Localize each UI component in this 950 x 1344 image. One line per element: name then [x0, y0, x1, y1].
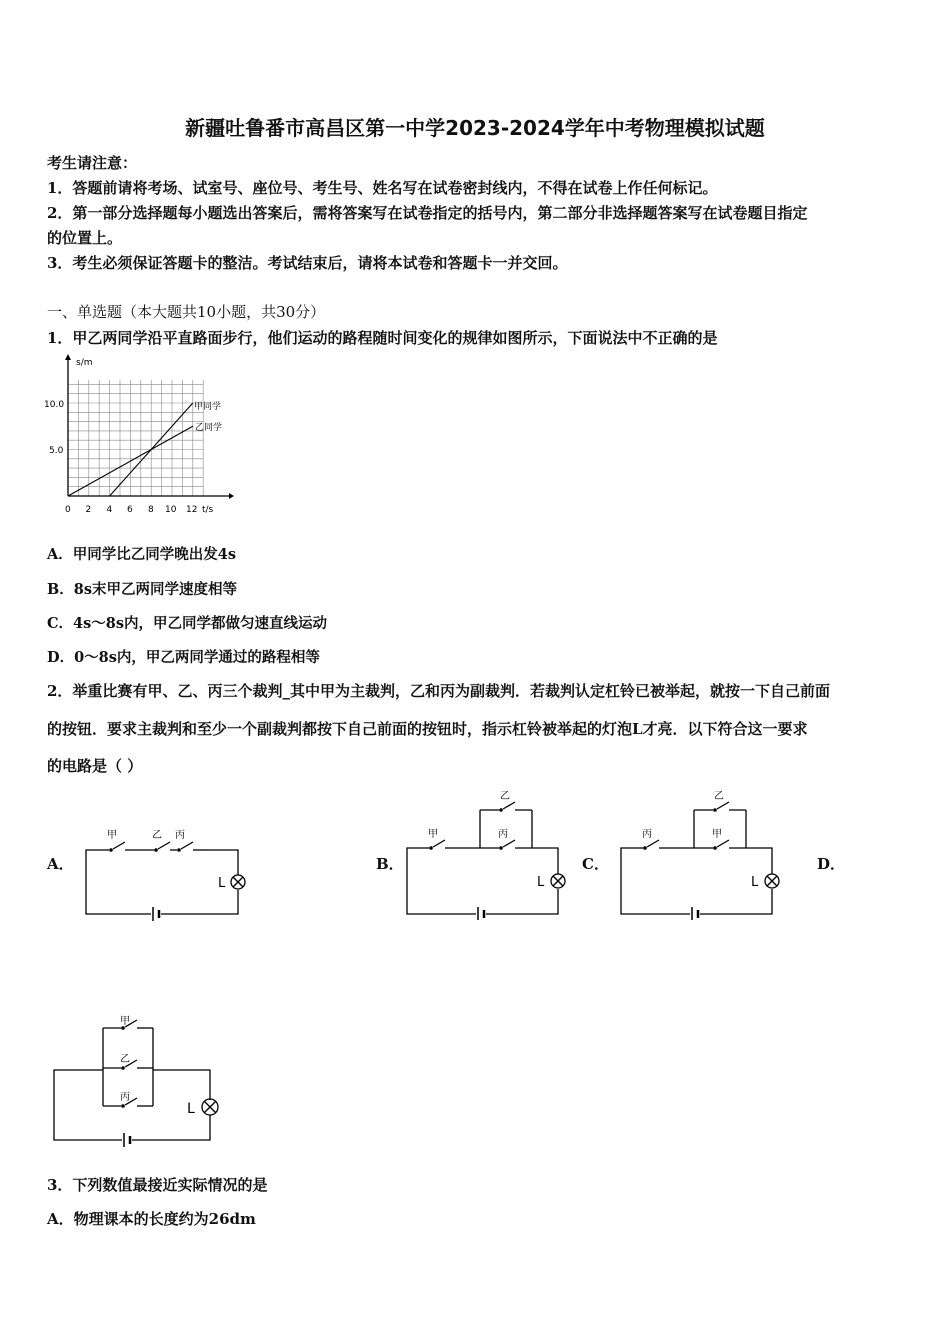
question-1-option-c: C．4s～8s内，甲乙同学都做匀速直线运动	[47, 615, 328, 632]
section-heading: 一、单选题（本大题共10小题，共30分）	[47, 303, 326, 321]
page-title: 新疆吐鲁番市高昌区第一中学2023-2024学年中考物理模拟试题	[185, 116, 765, 140]
question-1-option-a: A．甲同学比乙同学晚出发4s	[47, 546, 237, 563]
battery-symbol	[124, 1133, 130, 1147]
option-label-c: C．	[582, 855, 609, 873]
x-tick-label: 8	[148, 505, 154, 515]
lamp-label: L	[537, 875, 545, 890]
y-axis	[65, 354, 71, 496]
switch-label-jia: 甲	[712, 829, 722, 840]
x-tick-label: 4	[106, 505, 113, 515]
option-label-a: A．	[47, 855, 74, 873]
y-tick-label: 5.0	[49, 446, 64, 456]
y-axis-label: s/m	[76, 358, 93, 368]
x-tick-label: 2	[85, 505, 92, 515]
lamp-label: L	[751, 875, 759, 890]
question-3-option-a: A．物理课本的长度约为26dm	[47, 1210, 256, 1228]
switch-label-yi: 乙	[714, 791, 724, 802]
x-tick-label: 6	[127, 505, 133, 515]
x-tick-label: 12	[186, 505, 198, 515]
switch-label-yi: 乙	[152, 830, 162, 841]
switch-label-bing: 丙	[498, 829, 508, 840]
notice-item-2-line-1: 2．第一部分选择题每小题选出答案后，需将答案写在试卷指定的括号内，第二部分非选择题答案写在试卷题目指定	[47, 204, 808, 222]
question-2-line-1: 2．举重比赛有甲、乙、丙三个裁判_其中甲为主裁判，乙和丙为副裁判．若裁判认定杠铃已被举起，就按一下自己前面	[47, 682, 830, 700]
x-tick-label: 0	[65, 505, 71, 515]
circuit-a	[80, 820, 250, 925]
x-axis-label: t/s	[202, 505, 214, 515]
circuit-b	[400, 785, 570, 920]
circuit-c	[614, 785, 784, 920]
lamp-label: L	[187, 1101, 195, 1117]
notice-item-2-line-2: 的位置上。	[47, 229, 123, 247]
circuit-d	[50, 1010, 225, 1150]
switch-label-yi: 乙	[500, 791, 510, 802]
switch-label-bing: 丙	[175, 830, 185, 841]
option-label-b: B．	[376, 855, 404, 873]
series-label-jia: 甲同学	[194, 402, 222, 412]
distance-time-graph	[44, 352, 234, 517]
series-label-yi: 乙同学	[195, 423, 223, 433]
question-1-option-d: D．0～8s内，甲乙两同学通过的路程相等	[47, 649, 320, 666]
question-1-stem: 1．甲乙两同学沿平直路面步行，他们运动的路程随时间变化的规律如图所示，下面说法中不正确的是	[47, 329, 718, 347]
question-3-stem: 3．下列数值最接近实际情况的是	[47, 1176, 268, 1194]
switch-label-yi: 乙	[120, 1054, 130, 1065]
switch-label-bing: 丙	[120, 1092, 130, 1103]
notice-heading: 考生请注意：	[47, 154, 138, 172]
switch-label-bing: 丙	[642, 829, 652, 840]
switch-label-jia: 甲	[428, 829, 438, 840]
notice-item-3: 3．考生必须保证答题卡的整洁。考试结束后，请将本试卷和答题卡一并交回。	[47, 254, 568, 272]
lamp-label: L	[218, 876, 226, 891]
battery-symbol	[478, 907, 484, 920]
question-2-line-2: 的按钮．要求主裁判和至少一个副裁判都按下自己前面的按钮时，指示杠铃被举起的灯泡L才亮．以下符合这一要求	[47, 720, 808, 738]
switch-label-jia: 甲	[120, 1016, 130, 1027]
battery-symbol	[692, 907, 698, 920]
y-tick-label: 10.0	[44, 400, 65, 410]
question-1-option-b: B．8s末甲乙两同学速度相等	[47, 581, 238, 598]
battery-symbol	[153, 907, 159, 921]
option-label-d: D．	[817, 855, 846, 873]
notice-item-1: 1．答题前请将考场、试室号、座位号、考生号、姓名写在试卷密封线内，不得在试卷上作任何标记。	[47, 179, 718, 197]
switch-label-jia: 甲	[107, 830, 117, 841]
chart-grid	[68, 380, 203, 496]
question-2-line-3: 的电路是（ ）	[47, 757, 143, 775]
x-tick-label: 10	[165, 505, 177, 515]
